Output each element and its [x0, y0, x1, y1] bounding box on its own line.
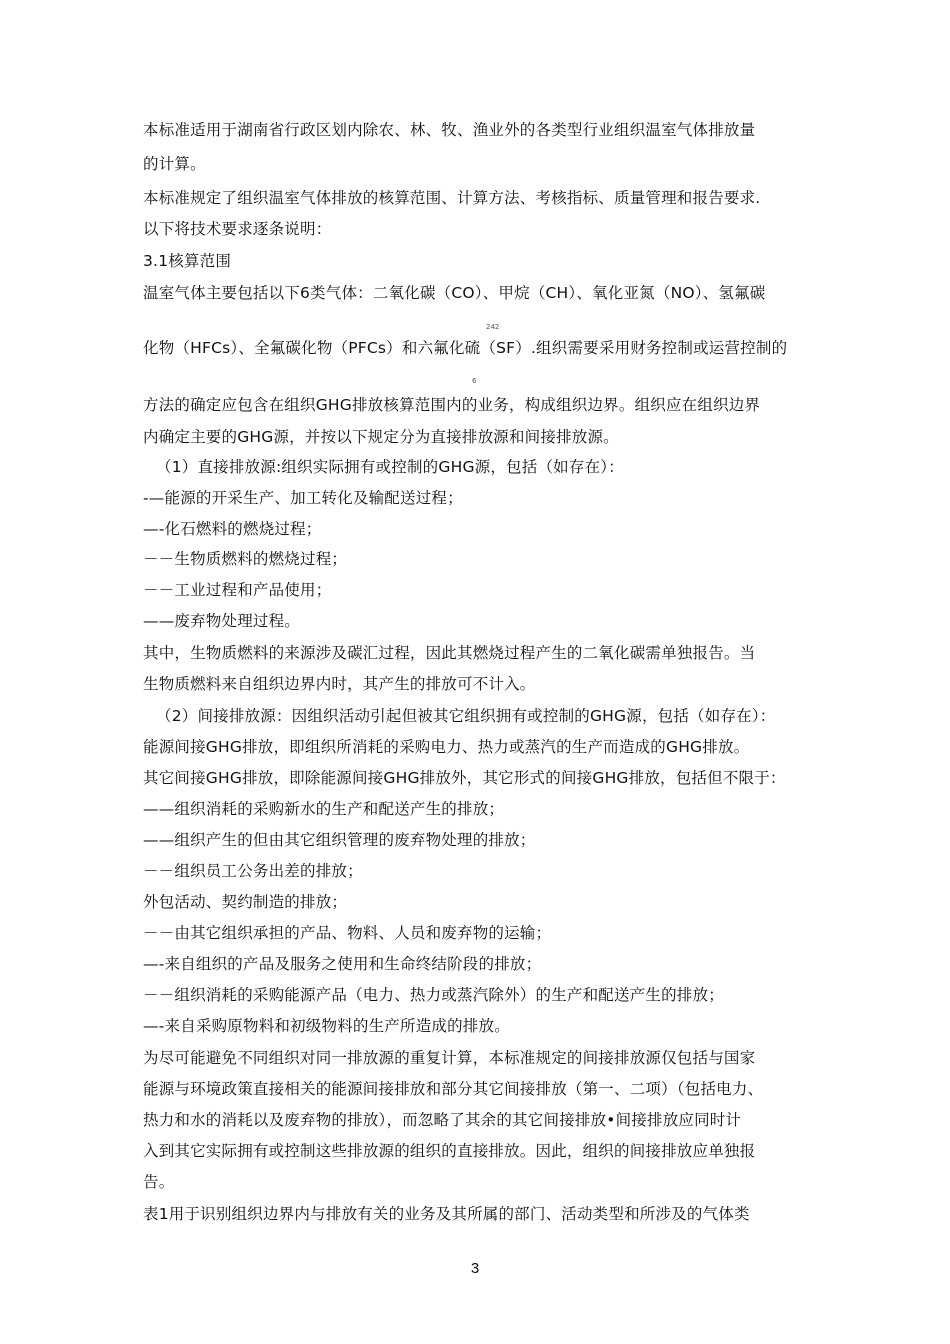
- page-number: 3: [470, 1260, 480, 1277]
- item-indirect-sources: （2）间接排放源：因组织活动引起但被其它组织拥有或控制的GHG源，包括（如存在）：: [156, 707, 776, 725]
- body-line-20: 其它间接GHG排放，即除能源间接GHG排放外，其它形式的间接GHG排放，包括但不限于：: [143, 769, 786, 787]
- list-item-7: ——组织产生的但由其它组织管理的废弃物处理的排放；: [143, 831, 536, 849]
- body-line-2: 的计算。: [143, 155, 206, 173]
- list-item-1: -—能源的开采生产、加工转化及输配送过程；: [143, 489, 463, 507]
- list-item-11: —-来自组织的产品及服务之使用和生命终结阶段的排放；: [143, 955, 542, 973]
- body-line-31: 热力和水的消耗以及废弃物的排放），而忽略了其余的其它间接排放•间接排放应同时计: [143, 1111, 742, 1129]
- body-line-33: 告。: [143, 1173, 175, 1191]
- list-item-4: －－工业过程和产品使用；: [143, 581, 332, 599]
- list-item-13: —-来自采购原物料和初级物料的生产所造成的排放。: [143, 1017, 510, 1035]
- body-line-19: 能源间接GHG排放，即组织所消耗的采购电力、热力或蒸汽的生产而造成的GHG排放。: [143, 738, 750, 756]
- list-item-3: －－生物质燃料的燃烧过程；: [143, 550, 348, 568]
- body-line-17: 生物质燃料来自组织边界内时，其产生的排放可不计入。: [143, 675, 536, 693]
- subscript-6: 6: [472, 377, 477, 385]
- body-line-8: 方法的确定应包含在组织GHG排放核算范围内的业务，构成组织边界。组织应在组织边界: [143, 396, 761, 414]
- list-item-8: －－组织员工公务出差的排放；: [143, 862, 363, 880]
- list-item-5: ——废弃物处理过程。: [143, 612, 301, 630]
- body-line-16: 其中，生物质燃料的来源涉及碳汇过程，因此其燃烧过程产生的二氧化碳需单独报告。当: [143, 644, 756, 662]
- body-line-gases: 温室气体主要包括以下6类气体：二氧化碳（CO）、甲烷（CH）、氧化亚氮（NO）、氢氟碳: [143, 284, 766, 302]
- list-item-6: ——组织消耗的采购新水的生产和配送产生的排放；: [143, 800, 505, 818]
- body-line-34: 表1用于识别组织边界内与排放有关的业务及其所属的部门、活动类型和所涉及的气体类: [143, 1205, 750, 1223]
- body-line-3: 本标准规定了组织温室气体排放的核算范围、计算方法、考核指标、质量管理和报告要求.: [143, 189, 761, 207]
- list-item-9: 外包活动、契约制造的排放；: [143, 893, 348, 911]
- body-line-4: 以下将技术要求逐条说明：: [143, 220, 332, 238]
- body-line-1: 本标准适用于湖南省行政区划内除农、林、牧、渔业外的各类型行业组织温室气体排放量: [143, 121, 756, 139]
- body-line-hfcs: 化物（HFCs）、全氟碳化物（PFCs）和六氟化硫（SF）.组织需要采用财务控制或运营控制的: [143, 339, 788, 357]
- list-item-2: —-化石燃料的燃烧过程；: [143, 520, 322, 538]
- body-line-9: 内确定主要的GHG源，并按以下规定分为直接排放源和间接排放源。: [143, 428, 619, 446]
- subscript-242: 242: [486, 323, 500, 331]
- body-line-32: 入到其它实际拥有或控制这些排放源的组织的直接排放。因此，组织的间接排放应单独报: [143, 1142, 756, 1160]
- list-item-12: －－组织消耗的采购能源产品（电力、热力或蒸汽除外）的生产和配送产生的排放；: [143, 986, 724, 1004]
- list-item-10: －－由其它组织承担的产品、物料、人员和废弃物的运输；: [143, 924, 552, 942]
- body-line-30: 能源与环境政策直接相关的能源间接排放和部分其它间接排放（第一、二项）（包括电力、: [143, 1080, 764, 1098]
- section-heading: 3.1核算范围: [143, 252, 232, 270]
- body-line-29: 为尽可能避免不同组织对同一排放源的重复计算，本标准规定的间接排放源仅包括与国家: [143, 1049, 756, 1067]
- item-direct-sources: （1）直接排放源:组织实际拥有或控制的GHG源，包括（如存在）：: [156, 458, 624, 476]
